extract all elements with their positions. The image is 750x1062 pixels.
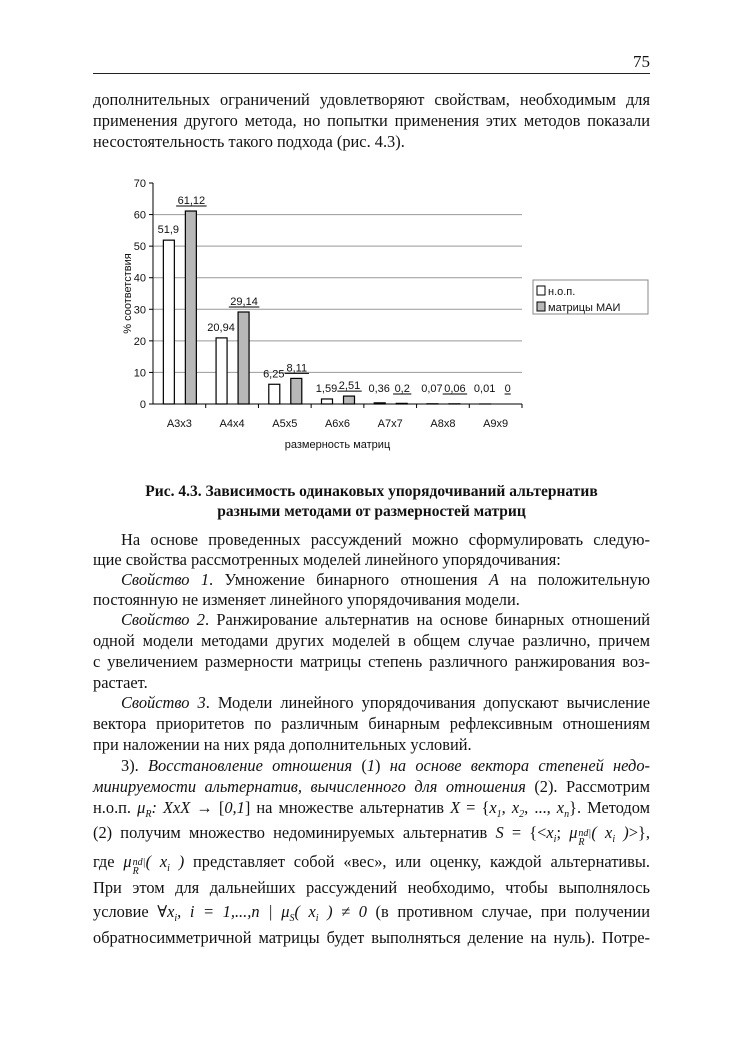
text-segment: дополнительных ограничений удовлетворяют свойствам, необходимым для (93, 90, 650, 109)
text-segment: μ (569, 823, 578, 842)
text-segment: X (450, 798, 461, 817)
data-label: 0,06 (444, 383, 466, 395)
text-segment: , (501, 798, 512, 817)
bar-mai (291, 378, 302, 404)
text-segment: }. Методом (569, 798, 651, 817)
text-segment: x (489, 798, 497, 817)
bar-nop (374, 403, 385, 404)
y-tick-label: 70 (133, 178, 146, 190)
text-line (93, 777, 650, 797)
text-segment: вектора приоритетов по различным бинарным рефлексивным отношениям (93, 714, 650, 733)
data-label: 29,14 (230, 296, 258, 309)
text-line (93, 823, 650, 848)
text-segment: x (511, 798, 520, 817)
text-segment: x (167, 902, 175, 921)
text-segment: с увеличением размерности матрицы степень различного ранжирования воз- (93, 652, 650, 671)
text-segment: 3). (121, 756, 149, 775)
data-label: 8,11 (286, 362, 308, 375)
text-segment: условие ∀ (93, 902, 168, 921)
text-segment: (2) получим множество недоминируемых альтернатив (93, 823, 496, 842)
text-segment: (в противном случае, при получении (366, 902, 650, 921)
text-segment: н.о.п. (93, 798, 138, 817)
data-label: 0,36 (368, 383, 390, 395)
text-line (121, 610, 650, 630)
text-segment: ) (375, 756, 390, 775)
text-segment: минируемости альтернатив, вычисленного для отношения (93, 777, 535, 796)
text-segment: μ (123, 852, 132, 871)
text-segment: n (564, 809, 570, 820)
x-tick-label: A6x6 (324, 418, 351, 430)
text-segment: При этом для дальнейших рассуждений необходимо, чтобы выполнялось (93, 878, 650, 897)
text-segment: Свойство 2 (121, 610, 205, 629)
data-label: 51,9 (157, 224, 180, 237)
text-segment: 0,1 (224, 798, 245, 817)
text-segment: >}, (628, 823, 650, 842)
y-tick-label: 60 (133, 209, 146, 222)
stacked-index: nd|R (578, 828, 592, 848)
text-line (121, 570, 650, 590)
bar-mai (238, 312, 249, 404)
text-line (121, 693, 650, 713)
figure-caption-line-1: Рис. 4.3. Зависимость одинаковых упорядочиваний альтернатив (145, 483, 598, 500)
bar-mai (396, 403, 407, 404)
page-number: 75 (633, 52, 650, 71)
stacked-index: nd|R (132, 857, 146, 877)
text-segment: 2 (519, 809, 525, 820)
text-segment: , (177, 902, 190, 921)
text-segment: ] на множестве альтернатив (244, 798, 451, 817)
text-segment: , ..., (524, 798, 557, 817)
text-segment: при наложении на них ряда дополнительных условий. (93, 735, 472, 754)
data-label: 0,2 (394, 383, 410, 395)
bar-nop (322, 399, 333, 404)
text-segment: на положительную (499, 570, 650, 589)
x-tick-label: A3x3 (166, 418, 192, 430)
legend-label: матрицы МАИ (548, 302, 621, 314)
x-tick-label: A7x7 (377, 418, 403, 430)
text-segment: i (612, 834, 616, 845)
bar-nop (163, 240, 174, 404)
text-segment: i (315, 913, 319, 924)
text-segment: представляет собой «вес», или оценку, каждой альтернативы. (184, 852, 650, 871)
text-segment: ( x (294, 902, 316, 921)
text-line (121, 530, 650, 550)
text-segment: ) (615, 823, 629, 842)
y-tick-label: 50 (133, 241, 146, 254)
text-segment: обратносимметричной матрицы будет выполняться деление на нуль). Потре- (93, 928, 650, 947)
text-segment: R (145, 809, 152, 820)
text-segment: где (93, 852, 124, 871)
text-line (93, 878, 650, 898)
text-line (93, 631, 650, 651)
data-label: 1,59 (315, 382, 338, 395)
y-axis-title: % соответствия (122, 253, 134, 334)
bar-nop (216, 338, 227, 404)
data-label: 20,94 (207, 321, 235, 334)
text-segment: ( (361, 756, 367, 775)
text-segment: ) (169, 852, 185, 871)
text-segment: растает. (93, 673, 148, 692)
text-segment: несостоятельность такого подхода (рис. 4.3). (93, 132, 405, 151)
text-segment: i (553, 834, 557, 845)
bar-mai (185, 211, 196, 404)
text-segment: S (495, 823, 504, 842)
data-label: 0,07 (421, 383, 443, 395)
text-segment: 1 (496, 809, 502, 820)
text-segment: A (489, 570, 500, 589)
text-segment: = {< (503, 823, 547, 842)
text-segment: на основе вектора степеней недо- (389, 756, 650, 775)
data-label: 0 (504, 383, 511, 395)
text-segment: μ (137, 798, 146, 817)
text-segment: (2). Рассмотрим (534, 777, 650, 796)
legend-swatch (537, 286, 545, 295)
text-line (93, 852, 650, 877)
text-segment: Свойство 3 (121, 693, 206, 712)
legend-swatch (537, 302, 545, 311)
text-line (93, 798, 650, 818)
x-tick-label: A5x5 (272, 418, 298, 430)
data-label: 0,01 (473, 383, 496, 395)
text-segment: На основе проведенных рассуждений можно сформулировать следую- (121, 530, 650, 549)
x-tick-label: A9x9 (483, 418, 509, 430)
y-tick-label: 0 (139, 399, 146, 411)
y-tick-label: 30 (133, 304, 146, 317)
y-tick-label: 10 (133, 367, 146, 380)
text-segment: применения другого метода, но попытки применения этих методов показали (93, 111, 650, 130)
bar-mai (344, 396, 355, 404)
data-label: 6,25 (263, 368, 285, 381)
text-line (93, 902, 650, 922)
data-label: 61,12 (177, 195, 206, 208)
bar-nop (269, 384, 280, 404)
text-segment: ( x (145, 852, 168, 871)
text-segment: = { (460, 798, 490, 817)
text-line (93, 735, 650, 755)
text-segment: i (174, 913, 178, 924)
data-label: 2,51 (338, 380, 361, 393)
legend-label: н.о.п. (548, 286, 576, 298)
text-line (93, 673, 650, 693)
text-segment: 1 (366, 756, 376, 775)
text-segment: Свойство 1 (121, 570, 210, 589)
text-segment: i (167, 863, 170, 874)
text-segment: : XxX (151, 798, 197, 817)
x-tick-label: A4x4 (219, 418, 245, 430)
text-segment: ( x (591, 823, 613, 842)
text-segment: . Модели линейного упорядочивания допускают вычисление (205, 693, 650, 712)
text-segment: x (546, 823, 554, 842)
text-segment: i = 1,...,n | μ (189, 902, 290, 921)
text-line (93, 652, 650, 672)
text-line (121, 756, 650, 776)
text-line (93, 714, 650, 734)
text-line (93, 550, 650, 570)
text-line (93, 928, 650, 948)
text-segment: ; (556, 823, 570, 842)
y-tick-label: 40 (133, 272, 146, 285)
x-tick-label: A8x8 (430, 418, 456, 430)
text-segment: → [ (196, 798, 225, 817)
figure-caption-line-2: разными методами от размерностей матриц (217, 503, 526, 520)
text-line (93, 590, 650, 610)
x-axis-title: размерность матриц (284, 439, 391, 451)
text-segment: . Ранжирование альтернатив на основе бинарных отношений (204, 610, 650, 629)
text-segment: x (556, 798, 565, 817)
text-segment: ) ≠ 0 (318, 902, 367, 921)
text-segment: S (289, 913, 295, 924)
text-segment: Восстановление отношения (148, 756, 362, 775)
bar-chart (0, 0, 750, 470)
text-segment: постоянную не изменяет линейного упорядочивания модели. (93, 590, 520, 609)
text-segment: . Умножение бинарного отношения (209, 570, 489, 589)
y-tick-label: 20 (133, 335, 146, 348)
text-segment: одной модели методами других моделей в общем случае различно, причем (93, 631, 650, 650)
text-segment: щие свойства рассмотренных моделей линейного упорядочивания: (93, 550, 561, 569)
